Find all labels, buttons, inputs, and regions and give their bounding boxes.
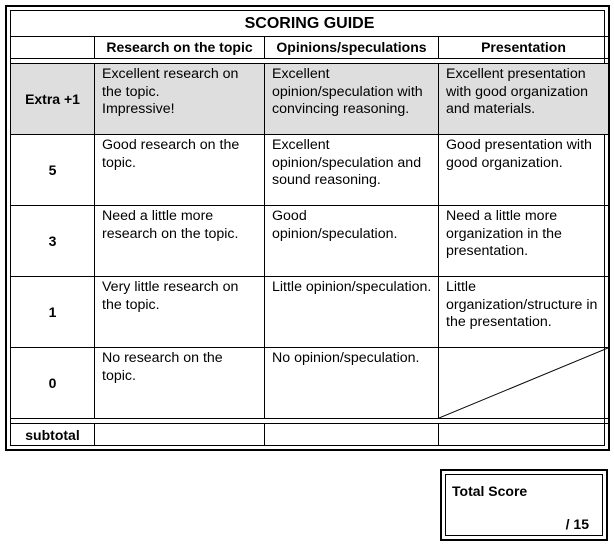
cell-5-presentation: Good presentation with good organization. [439, 135, 608, 206]
cell-1-opinions: Little opinion/speculation. [265, 277, 439, 348]
header-presentation: Presentation [439, 37, 608, 59]
total-score-box [440, 469, 608, 541]
row-label-0: 0 [11, 348, 95, 419]
cell-3-opinions: Good opinion/speculation. [265, 206, 439, 277]
table-title: SCORING GUIDE [11, 11, 608, 37]
cell-3-presentation: Need a little more organization in the presentation. [439, 206, 608, 277]
cell-extra-research: Excellent research on the topic. Impressive! [95, 64, 265, 135]
cell-extra-opinions: Excellent opinion/speculation with convincing reasoning. [265, 64, 439, 135]
cell-1-research: Very little research on the topic. [95, 277, 265, 348]
total-score-label: Total Score [452, 483, 528, 499]
row-label-3: 3 [11, 206, 95, 277]
header-opinions: Opinions/speculations [265, 37, 439, 59]
cell-5-opinions: Excellent opinion/speculation and sound reasoning. [265, 135, 439, 206]
scoring-guide-table [5, 5, 610, 451]
scoring-guide-inner [10, 10, 605, 446]
diagonal-strike-line [439, 348, 608, 418]
subtotal-research-field[interactable] [95, 424, 265, 446]
cell-0-opinions: No opinion/speculation. [265, 348, 439, 419]
row-label-extra: Extra +1 [11, 64, 95, 135]
cell-0-presentation-blank [439, 348, 608, 419]
row-label-1: 1 [11, 277, 95, 348]
total-score-max: / 15 [565, 516, 589, 532]
cell-3-research: Need a little more research on the topic. [95, 206, 265, 277]
subtotal-label: subtotal [11, 424, 95, 446]
cell-1-presentation: Little organization/structure in the presentation. [439, 277, 608, 348]
cell-5-research: Good research on the topic. [95, 135, 265, 206]
subtotal-presentation-field[interactable] [439, 424, 608, 446]
total-score-inner[interactable] [445, 474, 603, 536]
cell-0-research: No research on the topic. [95, 348, 265, 419]
row-label-5: 5 [11, 135, 95, 206]
header-empty-cell [11, 37, 95, 59]
subtotal-opinions-field[interactable] [265, 424, 439, 446]
header-research: Research on the topic [95, 37, 265, 59]
cell-extra-presentation: Excellent presentation with good organization and materials. [439, 64, 608, 135]
